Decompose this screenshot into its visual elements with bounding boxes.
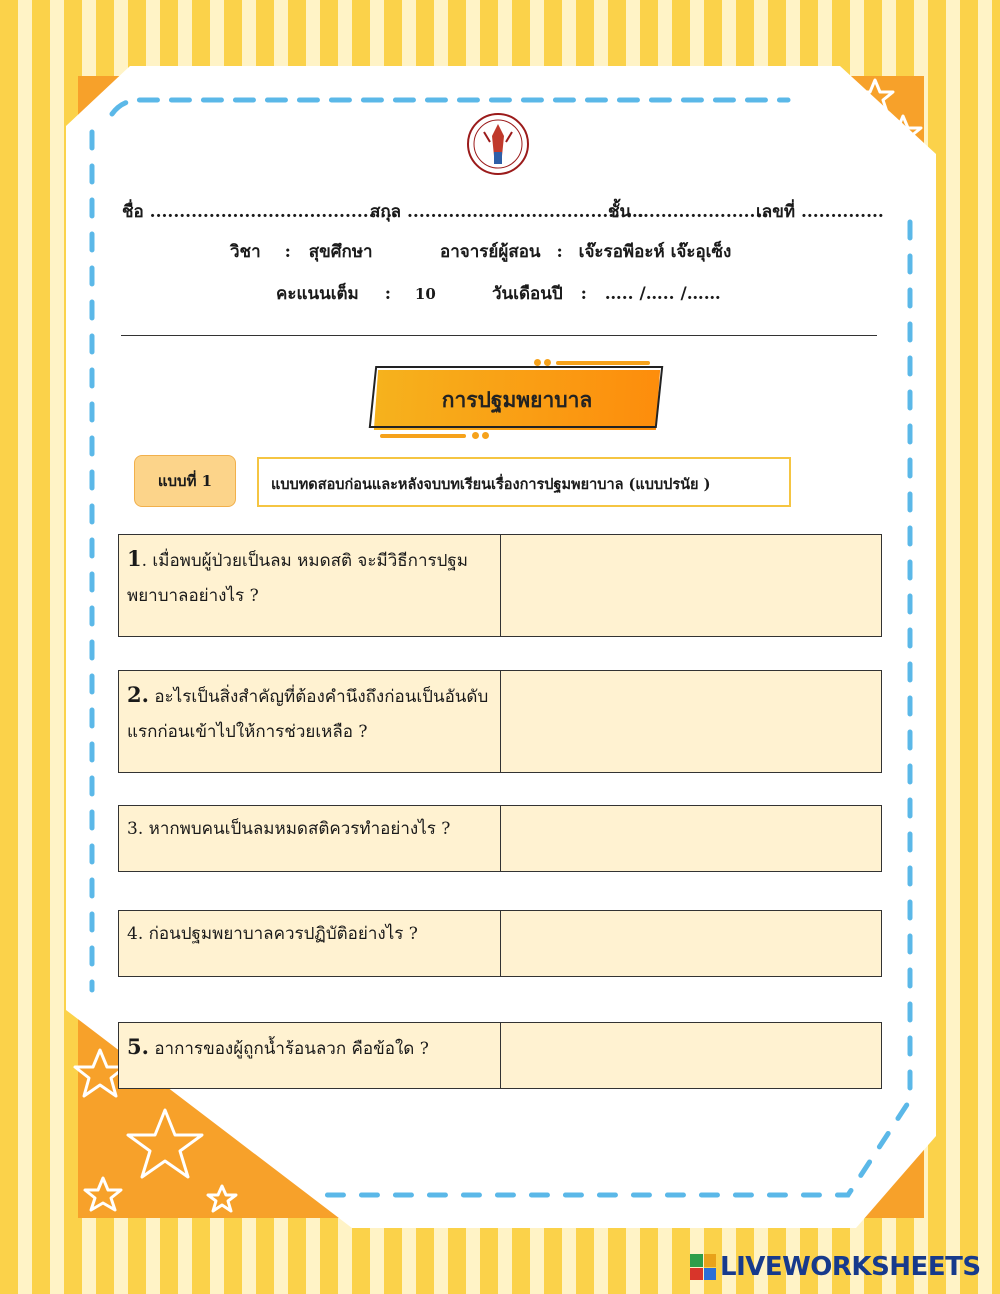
question-row-4 <box>118 910 882 977</box>
date-label: วันเดือนปี <box>492 284 563 304</box>
question-row-1 <box>118 534 882 637</box>
deco-bar <box>556 361 650 365</box>
date-line <box>492 280 721 307</box>
answer-input-4[interactable] <box>501 911 881 976</box>
liveworksheets-brand[interactable] <box>690 1250 981 1284</box>
teacher-sep: : <box>556 242 563 262</box>
question-text: 5. อาการของผู้ถูกน้ำร้อนลวก คือข้อใด ? <box>119 1023 501 1088</box>
subject-sep: : <box>284 242 291 262</box>
page-title: การปฐมพยาบาล <box>441 387 593 412</box>
surname-field[interactable]: สกุล ........................................ <box>370 202 644 222</box>
school-logo <box>466 112 530 176</box>
question-row-3 <box>118 805 882 872</box>
question-text: 2. อะไรเป็นสิ่งสำคัญที่ต้องคำนึงถึงก่อนเป็นอันดับแรกก่อนเข้าไปให้การช่วยเหลือ ? <box>119 671 501 772</box>
subject-line <box>230 238 373 265</box>
deco-dot <box>534 359 541 366</box>
question-row-5 <box>118 1022 882 1089</box>
score-sep: : <box>384 284 391 304</box>
question-text: 4. ก่อนปฐมพยาบาลควรปฏิบัติอย่างไร ? <box>119 911 501 976</box>
header-divider <box>121 335 877 336</box>
question-text: 3. หากพบคนเป็นลมหมดสติควรทำอย่างไร ? <box>119 806 501 871</box>
class-field[interactable]: ชั้น ...................... <box>608 202 768 222</box>
subject-label: วิชา <box>230 242 261 262</box>
teacher-line <box>440 238 731 265</box>
question-text: 1. เมื่อพบผู้ป่วยเป็นลม หมดสติ จะมีวิธีการปฐม พยาบาลอย่างไร ? <box>119 535 501 636</box>
teacher-value: เจ๊ะรอพีอะห์ เจ๊ะอุเซ็ง <box>578 242 732 262</box>
liveworksheets-logo-icon <box>690 1254 716 1280</box>
answer-input-3[interactable] <box>501 806 881 871</box>
date-sep: : <box>580 284 587 304</box>
deco-dot <box>544 359 551 366</box>
brand-name: LIVEWORKSHEETS <box>720 1252 981 1282</box>
deco-dot <box>472 432 479 439</box>
date-value[interactable]: ….. /….. /…… <box>604 284 721 304</box>
score-label: คะแนนเต็ม <box>276 284 359 304</box>
score-line <box>276 280 436 307</box>
answer-input-2[interactable] <box>501 671 881 772</box>
number-field[interactable]: เลขที่ .............. <box>756 202 884 222</box>
name-field[interactable]: ชื่อ .......................................... <box>122 202 399 222</box>
deco-bar <box>380 434 466 438</box>
answer-input-5[interactable] <box>501 1023 881 1088</box>
deco-dot <box>482 432 489 439</box>
section-instruction: แบบทดสอบก่อนและหลังจบบทเรียนเรื่องการปฐมพยาบาล (แบบปรนัย ) <box>257 457 791 507</box>
subject-value: สุขศึกษา <box>308 242 373 262</box>
title-banner <box>360 356 670 446</box>
question-row-2 <box>118 670 882 773</box>
teacher-label: อาจารย์ผู้สอน <box>440 242 541 262</box>
section-tag: แบบที่ 1 <box>134 455 236 507</box>
score-value: 10 <box>414 285 436 303</box>
answer-input-1[interactable] <box>501 535 881 636</box>
